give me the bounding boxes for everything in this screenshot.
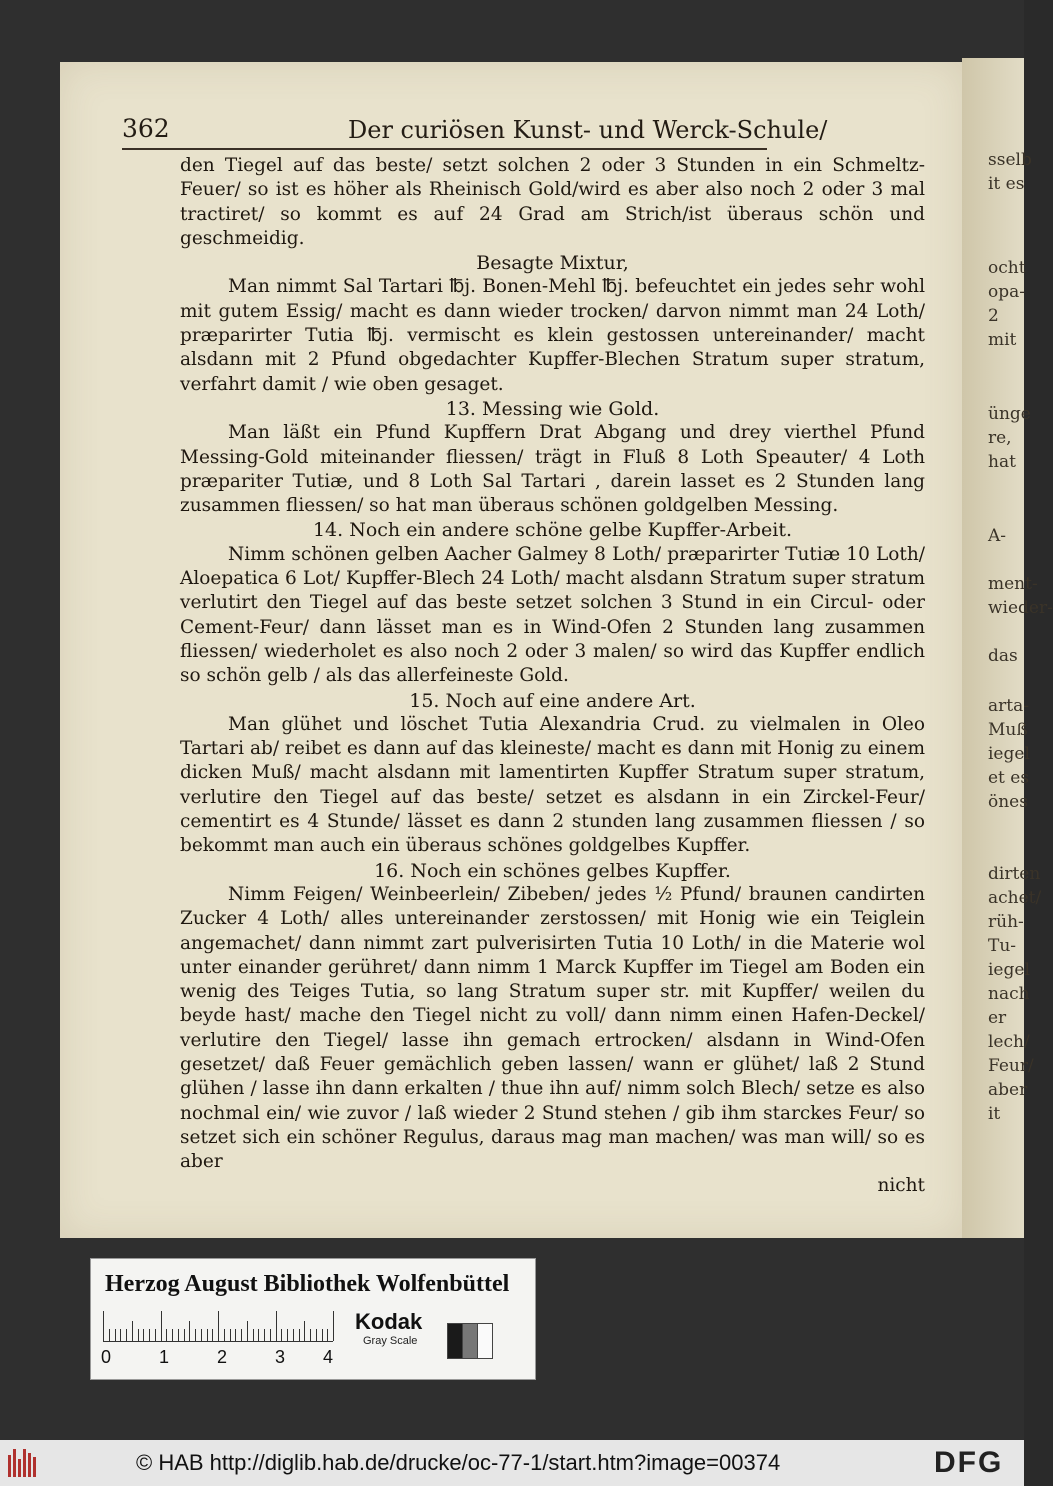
- ruler-tick: [316, 1329, 317, 1341]
- ruler-tick: [195, 1329, 196, 1341]
- scale-number: 3: [275, 1347, 286, 1367]
- scale-number: 4: [323, 1347, 334, 1367]
- ruler-tick: [207, 1329, 208, 1341]
- paragraph: Man glühet und löschet Tutia Alexandria Crud. zu vielmalen in Oleo Tartari ab/ reibet es dann auf das kleineste/ macht es dann mit Honig zu einem dicken Muß/ macht alsdann mit lamentirten Kupffer Stratum super stratum, verlutire den Tiegel auf das beste/ setzet es alsdann in ein Zirckel-Feur/ cementirt es 4 Stunde/ lässet es dann 2 stunden lang zusammen fliessen / so bekommt man auch ein überaus schönes goldgelbes Kupffer.: [180, 713, 925, 857]
- ruler-tick: [333, 1311, 334, 1341]
- ruler-tick: [178, 1329, 179, 1341]
- adjacent-page-fragment: hat: [988, 452, 1016, 472]
- adjacent-page-fragment: arta-: [988, 696, 1029, 716]
- ruler-tick: [258, 1329, 259, 1341]
- paragraph: Man nimmt Sal Tartari ℔j. Bonen-Mehl ℔j. befeuchtet ein jedes sehr wohl mit gutem Essig/ macht es dann wieder trocken/ darvon nimmt man 24 Loth/ præparirter Tutia ℔j. vermischt es klein gestossen untereinander/ macht alsdann mit 2 Pfund obgedachter Kupffer-Blechen Stratum super stratum, verfahrt damit / wie oben gesaget.: [180, 276, 925, 395]
- paragraph: Nimm schönen gelben Aacher Galmey 8 Loth/ præparirter Tutiæ 10 Loth/ Aloepatica 6 Lot/ Kupffer-Blech 24 Loth/ macht alsdann Stratum super stratum verlutirt den Tiegel auf das beste setzet solchen 3 Stund in ein Circul- oder Cement-Feur/ dann lässet man es in Wind-Ofen 2 Stunden lang zusammen fliessen/ wiederholet es also noch 2 oder 3 malen/ so wird das Kupffer endlich so schön gelb / als das allerfeineste Gold.: [180, 543, 925, 687]
- section-heading: Besagte Mixtur,: [476, 252, 629, 275]
- scale-number: 2: [217, 1347, 228, 1367]
- ruler-tick: [281, 1329, 282, 1341]
- paragraph: Man läßt ein Pfund Kupffern Drat Abgang und drey vierthel Pfund Messing-Gold miteinander fliessen/ trägt in Fluß 8 Loth Speauter/ 4 Loth præpariter Tutiæ, und 8 Loth Sal Tartari , darein lasset es 2 Stunden lang zusammen fliessen/ so hat man überaus schönen goldgelben Messing.: [180, 422, 925, 517]
- adjacent-page-fragment: Tu-: [988, 936, 1017, 956]
- adjacent-page-fragment: lech/: [988, 1032, 1030, 1052]
- ruler-tick: [218, 1311, 219, 1341]
- adjacent-page-fragment: önes: [988, 792, 1028, 812]
- gray-scale-label: Gray Scale: [363, 1335, 418, 1347]
- section-heading: 16. Noch ein schönes gelbes Kupffer.: [374, 859, 731, 882]
- ruler-tick: [230, 1329, 231, 1341]
- ruler-tick: [235, 1329, 236, 1341]
- adjacent-page-fragment: Muß: [988, 720, 1028, 740]
- adjacent-page-fragment: iegel: [988, 960, 1030, 980]
- catchword: nicht: [877, 1175, 925, 1197]
- ruler-tick: [184, 1329, 185, 1341]
- adjacent-page-fragment: A-: [988, 526, 1007, 546]
- adjacent-page-fragment: nach: [988, 984, 1030, 1004]
- adjacent-page-fragment: it: [988, 1104, 1001, 1124]
- gray-swatch-mid: [462, 1323, 478, 1359]
- ruler-tick: [287, 1329, 288, 1341]
- adjacent-page-fragment: 2: [988, 306, 999, 326]
- source-url-link[interactable]: © HAB http://diglib.hab.de/drucke/oc-77-1/start.htm?image=00374: [136, 1450, 781, 1475]
- scale-ruler: [103, 1311, 333, 1342]
- ruler-tick: [310, 1329, 311, 1341]
- ruler-tick: [304, 1321, 305, 1341]
- library-name: Herzog August Bibliothek Wolfenbüttel: [105, 1271, 510, 1297]
- ruler-tick: [166, 1329, 167, 1341]
- adjacent-page-fragment: ment-: [988, 574, 1038, 594]
- ruler-tick: [322, 1329, 323, 1341]
- gray-swatch-black: [447, 1323, 463, 1359]
- adjacent-page-fragment: ocht: [988, 258, 1026, 278]
- ruler-tick: [270, 1329, 271, 1341]
- ruler-tick: [253, 1329, 254, 1341]
- adjacent-page-fragment: wieder-: [988, 598, 1053, 618]
- ruler-tick: [327, 1329, 328, 1341]
- ruler-tick: [138, 1329, 139, 1341]
- ruler-tick: [276, 1311, 277, 1341]
- page-text: [180, 154, 925, 1199]
- adjacent-page-fragment: mit: [988, 330, 1017, 350]
- ruler-tick: [132, 1321, 133, 1341]
- dfg-logo: DFG: [934, 1446, 1004, 1479]
- ruler-tick: [189, 1321, 190, 1341]
- ruler-tick: [109, 1329, 110, 1341]
- ruler-tick: [201, 1329, 202, 1341]
- adjacent-page-fragment: dirten: [988, 864, 1041, 884]
- page-header: [122, 114, 828, 150]
- ruler-tick: [143, 1329, 144, 1341]
- ruler-tick: [247, 1321, 248, 1341]
- adjacent-page-fragment: re,: [988, 428, 1012, 448]
- page-number: 362: [122, 114, 170, 143]
- viewer-footer: [0, 1440, 1024, 1486]
- adjacent-page-fragment: et es: [988, 768, 1030, 788]
- header-rule: [122, 148, 767, 150]
- adjacent-page-fragment: rüh-: [988, 912, 1024, 932]
- adjacent-page-fragment: sselb: [988, 150, 1032, 170]
- adjacent-page-fragment: iegel: [988, 744, 1030, 764]
- ruler-tick: [149, 1329, 150, 1341]
- scale-number: 1: [159, 1347, 170, 1367]
- section-heading: 14. Noch ein andere schöne gelbe Kupffer-Arbeit.: [312, 519, 793, 542]
- adjacent-page-fragment: das: [988, 646, 1018, 666]
- adjacent-page-fragment: opa-: [988, 282, 1025, 302]
- barcode-logo-icon: [8, 1449, 38, 1477]
- ruler-tick: [155, 1329, 156, 1341]
- adjacent-page-fragment: ünge: [988, 404, 1031, 424]
- adjacent-page-fragment: achet/: [988, 888, 1042, 908]
- adjacent-page-edge: [962, 58, 1053, 1238]
- ruler-tick: [120, 1329, 121, 1341]
- adjacent-page-fragment: er: [988, 1008, 1007, 1028]
- ruler-tick: [241, 1329, 242, 1341]
- ruler-tick: [115, 1329, 116, 1341]
- ruler-tick: [172, 1329, 173, 1341]
- section-heading: 13. Messing wie Gold.: [445, 397, 660, 420]
- section-heading: 15. Noch auf eine andere Art.: [409, 689, 696, 712]
- ruler-tick: [264, 1329, 265, 1341]
- paragraph: den Tiegel auf das beste/ setzt solchen 2 oder 3 Stunden in ein Schmeltz-Feuer/ so ist es höher als Rheinisch Gold/wird es aber also noch 2 oder 3 mal tractiret/ so kommt es auf 24 Grad am Strich/ist überaus schön und geschmeidig.: [180, 155, 925, 249]
- adjacent-page-fragment: it es: [988, 174, 1025, 194]
- adjacent-page-fragment: aber: [988, 1080, 1028, 1100]
- ruler-tick: [224, 1329, 225, 1341]
- paragraph: Nimm Feigen/ Weinbeerlein/ Zibeben/ jedes ½ Pfund/ braunen candirten Zucker 4 Loth/ alles untereinander zerstossen/ mit Honig wie ein Teiglein angemachet/ dann nimmt zart pulverisirten Tutia 10 Loth/ in die Materie wol unter einander gerühret/ dann nimm 1 Marck Kupffer im Tiegel am Boden ein wenig des Teiges Tutia, so lang Stratum super str. mit Kupffer/ weilen du beyde hast/ mache den Tiegel nicht zu voll/ dann nimm einen Hafen-Deckel/ verlutire den Tiegel/ lasse ihn gemach ertrocken/ alsdann in Wind-Ofen gesetzet/ daß Feuer gemächlich geben lassen/ wann er glühet/ laß 2 Stund glühen / lasse ihn dann erkalten / thue ihn auf/ nimm solch Blech/ setze es also nochmal ein/ wie zuvor / laß wieder 2 Stund stehen / gib ihm starckes Feur/ so setzet sich ein schöner Regulus, daraus mag man machen/ was man will/ so es aber: [180, 883, 925, 1173]
- ruler-tick: [126, 1329, 127, 1341]
- adjacent-page-fragment: Feur/: [988, 1056, 1034, 1076]
- scale-number: 0: [101, 1347, 112, 1367]
- ruler-tick: [103, 1311, 104, 1341]
- ruler-tick: [212, 1329, 213, 1341]
- ruler-tick: [293, 1329, 294, 1341]
- ruler-tick: [299, 1329, 300, 1341]
- gray-swatch-white: [477, 1323, 493, 1359]
- running-title: Der curiösen Kunst- und Werck-Schule/: [348, 116, 828, 144]
- kodak-logo: Kodak: [355, 1309, 423, 1334]
- library-color-card: [90, 1258, 536, 1380]
- ruler-tick: [161, 1311, 162, 1341]
